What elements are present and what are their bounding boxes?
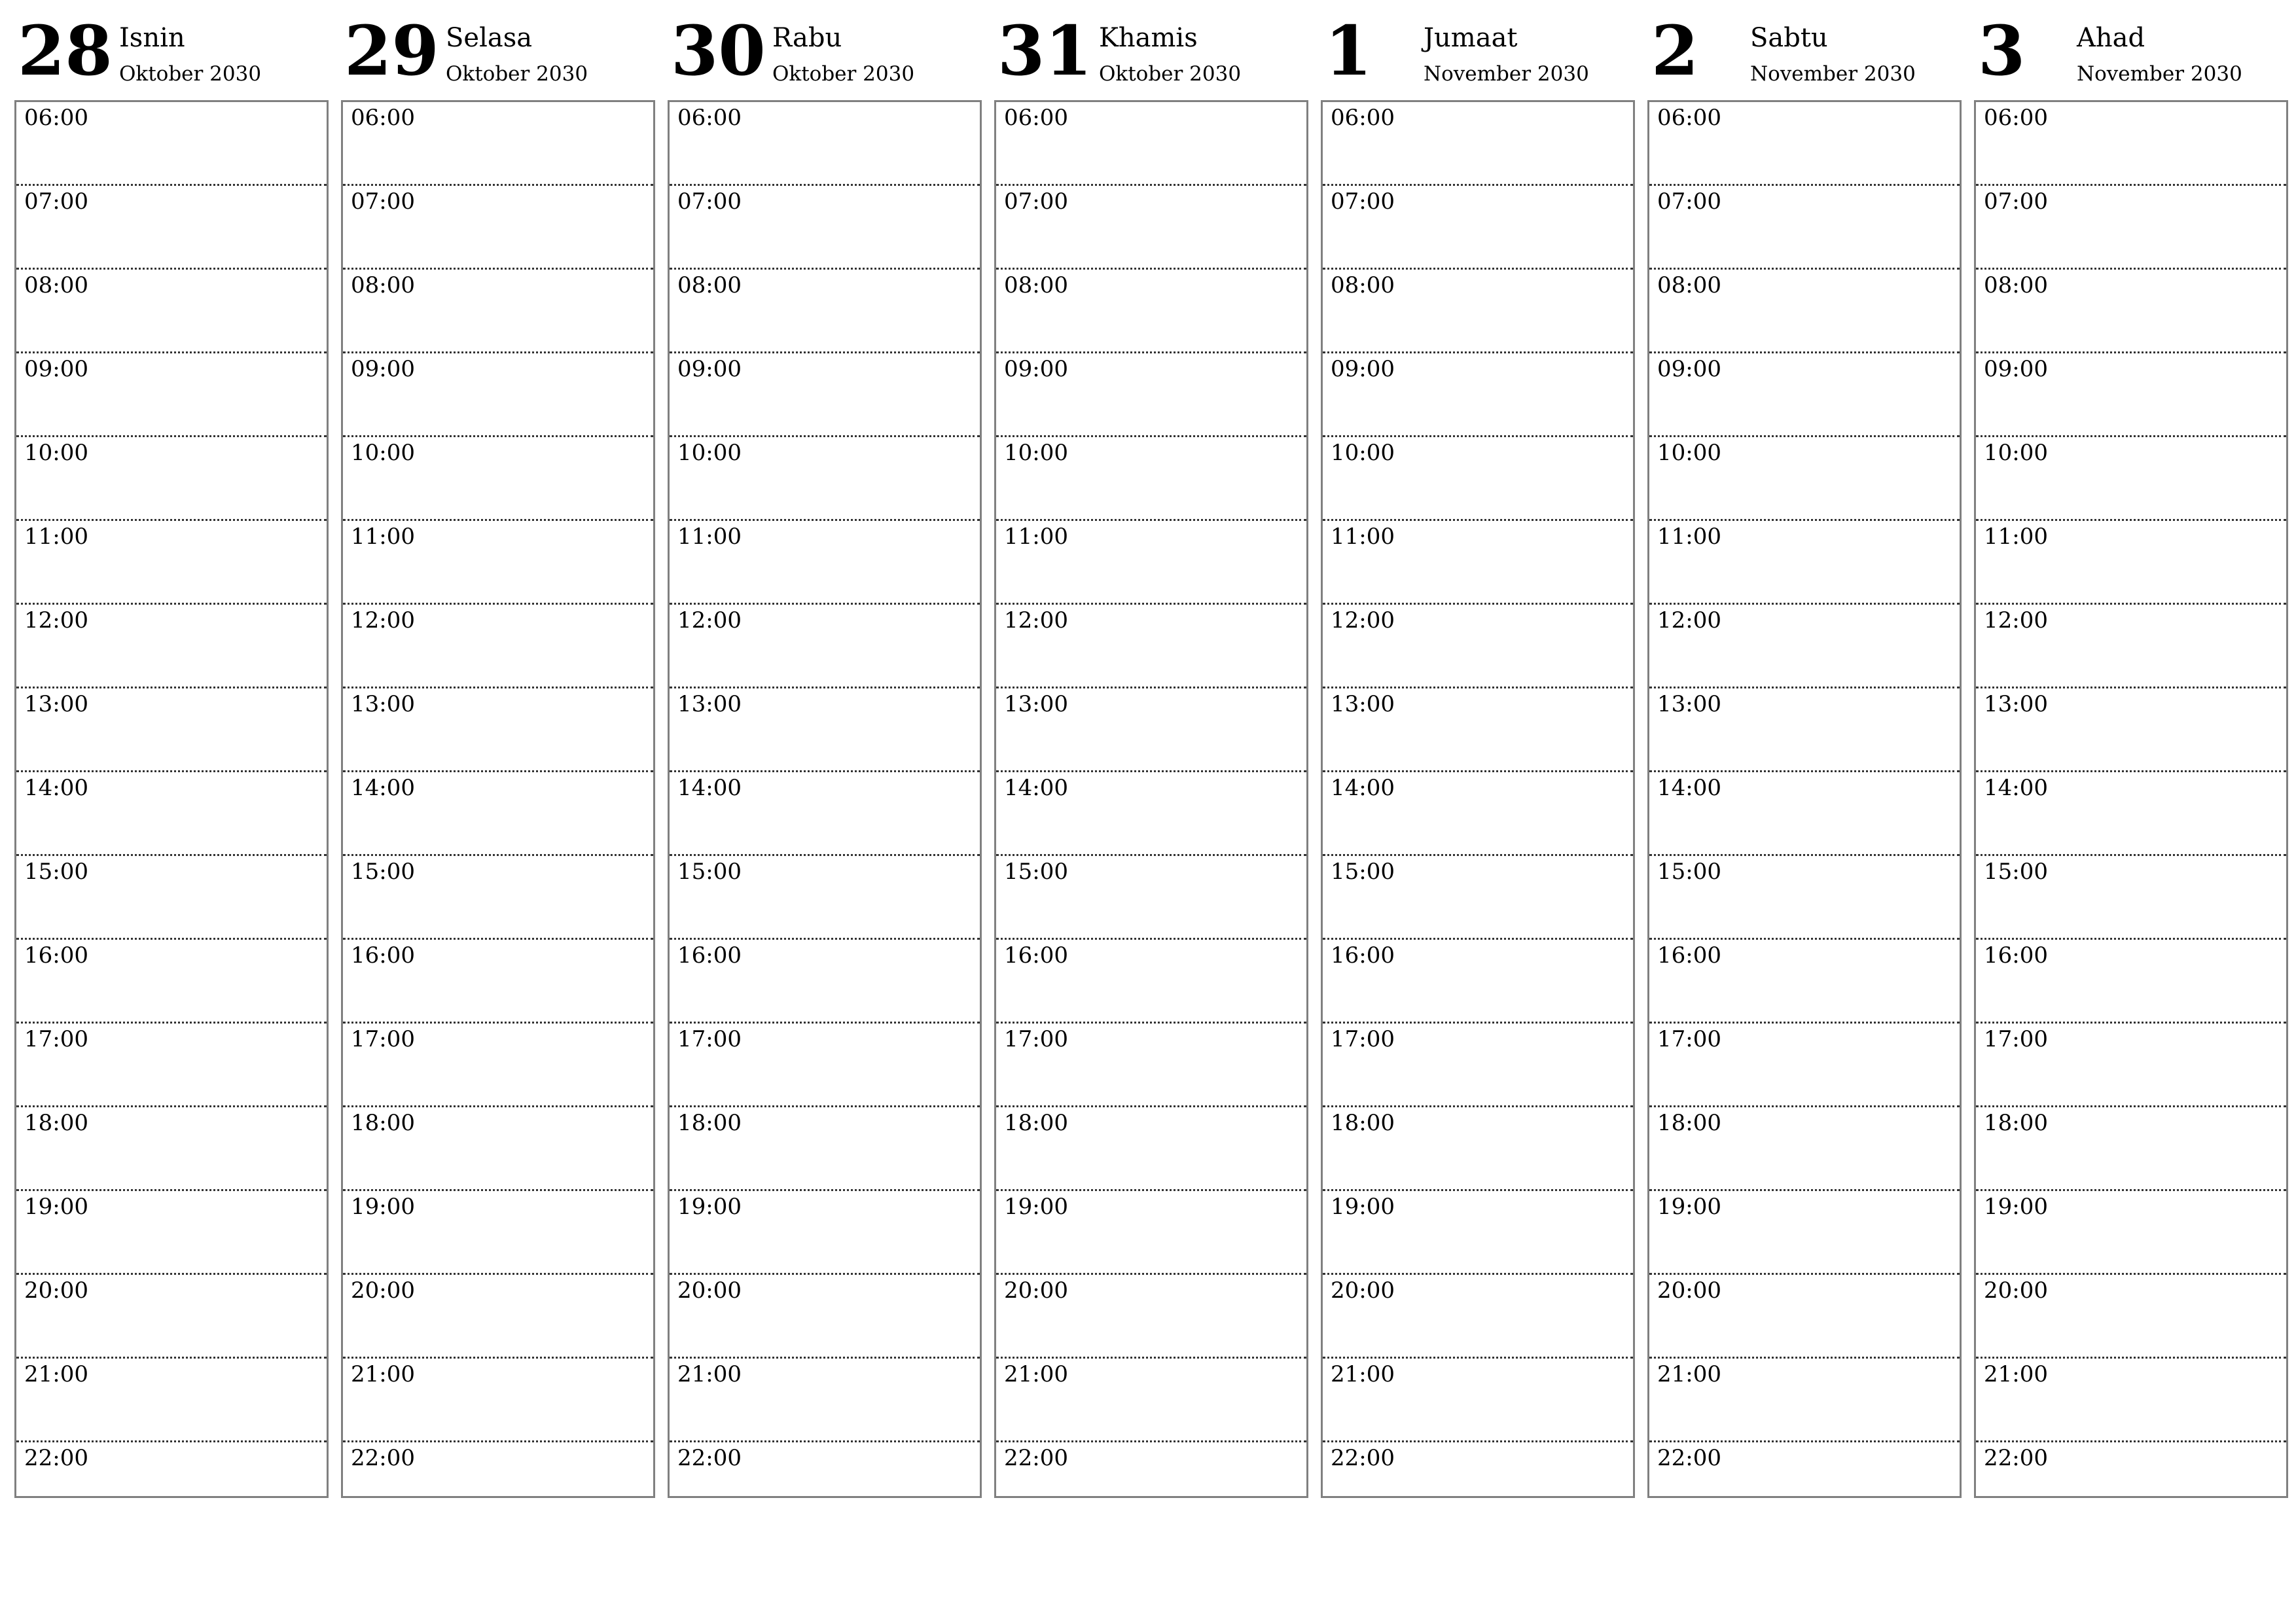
hour-slot[interactable] — [670, 353, 980, 437]
hour-slot[interactable] — [16, 1024, 327, 1107]
hour-label: 17:00 — [1331, 1026, 1395, 1052]
hour-label: 13:00 — [351, 691, 415, 717]
schedule-box — [1321, 100, 1635, 1498]
hour-label: 13:00 — [1004, 691, 1068, 717]
hour-slot[interactable] — [1976, 102, 2286, 186]
hour-slot[interactable] — [670, 1024, 980, 1107]
hour-label: 08:00 — [1004, 272, 1068, 298]
hour-slot[interactable] — [996, 1359, 1306, 1442]
hour-label: 09:00 — [1984, 356, 2048, 382]
hour-label: 09:00 — [677, 356, 742, 382]
hour-slot[interactable] — [343, 856, 653, 940]
day-number: 31 — [997, 10, 1092, 91]
hour-slot[interactable] — [343, 102, 653, 186]
hour-slot[interactable] — [343, 688, 653, 772]
hour-slot[interactable] — [996, 1275, 1306, 1359]
hour-slot[interactable] — [1976, 1359, 2286, 1442]
hour-label: 07:00 — [351, 188, 415, 215]
day-name: Selasa — [446, 23, 533, 53]
hour-label: 18:00 — [351, 1110, 415, 1136]
hour-label: 07:00 — [1331, 188, 1395, 215]
hour-label: 07:00 — [1984, 188, 2048, 215]
hour-slot[interactable] — [1976, 437, 2286, 521]
day-month: November 2030 — [2077, 62, 2242, 86]
hour-slot[interactable] — [16, 856, 327, 940]
hour-slot[interactable] — [670, 1359, 980, 1442]
hour-slot[interactable] — [1976, 186, 2286, 270]
hour-slot[interactable] — [1649, 1442, 1960, 1524]
hour-slot[interactable] — [1649, 353, 1960, 437]
hour-slot[interactable] — [16, 102, 327, 186]
hour-slot[interactable] — [1976, 1024, 2286, 1107]
day-month: Oktober 2030 — [772, 62, 915, 86]
hour-label: 06:00 — [1657, 105, 1721, 131]
hour-label: 09:00 — [351, 356, 415, 382]
day-number: 30 — [671, 10, 766, 91]
hour-slot[interactable] — [343, 1024, 653, 1107]
hour-slot[interactable] — [1649, 688, 1960, 772]
hour-slot[interactable] — [1323, 1275, 1633, 1359]
hour-slot[interactable] — [1323, 605, 1633, 688]
hour-slot[interactable] — [16, 688, 327, 772]
hour-slot[interactable] — [996, 186, 1306, 270]
schedule-box — [1974, 100, 2288, 1498]
hour-slot[interactable] — [1976, 688, 2286, 772]
hour-label: 17:00 — [351, 1026, 415, 1052]
hour-slot[interactable] — [1649, 270, 1960, 353]
hour-label: 16:00 — [24, 942, 88, 969]
hour-slot[interactable] — [670, 605, 980, 688]
hour-slot[interactable] — [343, 1275, 653, 1359]
hour-slot[interactable] — [1649, 186, 1960, 270]
hour-slot[interactable] — [1323, 772, 1633, 856]
hour-label: 10:00 — [677, 440, 742, 466]
hour-label: 14:00 — [677, 775, 742, 801]
hour-label: 11:00 — [677, 524, 742, 550]
schedule-box — [14, 100, 329, 1498]
hour-slot[interactable] — [1649, 1107, 1960, 1191]
day-name: Rabu — [772, 23, 842, 53]
hour-label: 17:00 — [1657, 1026, 1721, 1052]
hour-label: 14:00 — [24, 775, 88, 801]
hour-label: 20:00 — [1984, 1277, 2048, 1304]
hour-label: 10:00 — [351, 440, 415, 466]
hour-label: 09:00 — [1004, 356, 1068, 382]
hour-slot[interactable] — [670, 270, 980, 353]
hour-slot[interactable] — [16, 353, 327, 437]
hour-slot[interactable] — [1976, 353, 2286, 437]
hour-label: 16:00 — [351, 942, 415, 969]
hour-slot[interactable] — [1649, 521, 1960, 605]
hour-slot[interactable] — [996, 940, 1306, 1024]
hour-label: 14:00 — [1984, 775, 2048, 801]
hour-slot[interactable] — [996, 1107, 1306, 1191]
day-column-saturday — [1647, 0, 1960, 1471]
day-column-tuesday — [341, 0, 654, 1471]
hour-label: 06:00 — [1984, 105, 2048, 131]
hour-slot[interactable] — [16, 605, 327, 688]
hour-slot[interactable] — [1649, 940, 1960, 1024]
hour-label: 12:00 — [677, 607, 742, 633]
day-column-sunday — [1974, 0, 2287, 1471]
hour-label: 18:00 — [1004, 1110, 1068, 1136]
hour-label: 17:00 — [677, 1026, 742, 1052]
hour-label: 14:00 — [1657, 775, 1721, 801]
hour-label: 14:00 — [351, 775, 415, 801]
hour-label: 06:00 — [1004, 105, 1068, 131]
hour-label: 18:00 — [677, 1110, 742, 1136]
hour-label: 19:00 — [1984, 1194, 2048, 1220]
hour-slot[interactable] — [16, 1275, 327, 1359]
hour-label: 13:00 — [24, 691, 88, 717]
hour-slot[interactable] — [670, 1442, 980, 1524]
hour-slot[interactable] — [1976, 856, 2286, 940]
hour-label: 06:00 — [1331, 105, 1395, 131]
day-month: Oktober 2030 — [119, 62, 262, 86]
hour-label: 15:00 — [1331, 859, 1395, 885]
hour-label: 08:00 — [1331, 272, 1395, 298]
hour-label: 08:00 — [1657, 272, 1721, 298]
hour-label: 15:00 — [677, 859, 742, 885]
hour-label: 16:00 — [677, 942, 742, 969]
hour-slot[interactable] — [1323, 856, 1633, 940]
hour-label: 16:00 — [1657, 942, 1721, 969]
hour-label: 22:00 — [351, 1445, 415, 1471]
hour-slot[interactable] — [1323, 270, 1633, 353]
hour-slot[interactable] — [343, 353, 653, 437]
day-header — [1974, 0, 2287, 99]
hour-label: 10:00 — [1004, 440, 1068, 466]
hour-label: 21:00 — [24, 1361, 88, 1387]
hour-slot[interactable] — [1976, 521, 2286, 605]
hour-slot[interactable] — [16, 437, 327, 521]
hour-slot[interactable] — [996, 856, 1306, 940]
hour-slot[interactable] — [670, 102, 980, 186]
hour-slot[interactable] — [1976, 940, 2286, 1024]
day-month: Oktober 2030 — [1099, 62, 1242, 86]
hour-slot[interactable] — [996, 521, 1306, 605]
hour-label: 20:00 — [351, 1277, 415, 1304]
hour-label: 10:00 — [1657, 440, 1721, 466]
hour-label: 10:00 — [1984, 440, 2048, 466]
hour-label: 09:00 — [1657, 356, 1721, 382]
day-number: 2 — [1651, 10, 1699, 91]
hour-slot[interactable] — [16, 1442, 327, 1524]
hour-slot[interactable] — [996, 102, 1306, 186]
day-number: 28 — [18, 10, 113, 91]
hour-label: 17:00 — [1984, 1026, 2048, 1052]
hour-label: 20:00 — [1657, 1277, 1721, 1304]
hour-slot[interactable] — [343, 270, 653, 353]
hour-slot[interactable] — [670, 856, 980, 940]
hour-slot[interactable] — [670, 437, 980, 521]
hour-slot[interactable] — [343, 605, 653, 688]
hour-slot[interactable] — [1323, 940, 1633, 1024]
hour-label: 12:00 — [24, 607, 88, 633]
hour-label: 19:00 — [677, 1194, 742, 1220]
hour-label: 21:00 — [1331, 1361, 1395, 1387]
hour-slot[interactable] — [996, 437, 1306, 521]
hour-slot[interactable] — [16, 1107, 327, 1191]
hour-label: 11:00 — [1331, 524, 1395, 550]
hour-label: 12:00 — [1004, 607, 1068, 633]
hour-label: 19:00 — [1331, 1194, 1395, 1220]
day-name: Sabtu — [1750, 23, 1828, 53]
hour-slot[interactable] — [670, 521, 980, 605]
hour-slot[interactable] — [1649, 437, 1960, 521]
hour-label: 08:00 — [351, 272, 415, 298]
hour-slot[interactable] — [1976, 270, 2286, 353]
hour-slot[interactable] — [343, 437, 653, 521]
day-name: Khamis — [1099, 23, 1198, 53]
hour-label: 21:00 — [1004, 1361, 1068, 1387]
day-column-friday — [1321, 0, 1634, 1471]
schedule-box — [994, 100, 1308, 1498]
hour-label: 10:00 — [1331, 440, 1395, 466]
hour-slot[interactable] — [1649, 102, 1960, 186]
hour-slot[interactable] — [670, 1191, 980, 1275]
hour-slot[interactable] — [343, 1107, 653, 1191]
day-header — [1647, 0, 1960, 99]
hour-label: 08:00 — [24, 272, 88, 298]
hour-slot[interactable] — [670, 186, 980, 270]
hour-label: 07:00 — [1004, 188, 1068, 215]
hour-slot[interactable] — [1323, 1442, 1633, 1524]
hour-slot[interactable] — [996, 1024, 1306, 1107]
hour-slot[interactable] — [670, 940, 980, 1024]
hour-slot[interactable] — [996, 1191, 1306, 1275]
hour-slot[interactable] — [343, 772, 653, 856]
hour-slot[interactable] — [343, 186, 653, 270]
hour-slot[interactable] — [670, 1275, 980, 1359]
hour-slot[interactable] — [16, 270, 327, 353]
hour-slot[interactable] — [16, 521, 327, 605]
hour-label: 20:00 — [1331, 1277, 1395, 1304]
hour-slot[interactable] — [1323, 102, 1633, 186]
hour-slot[interactable] — [996, 772, 1306, 856]
day-name: Jumaat — [1424, 23, 1518, 53]
hour-slot[interactable] — [1976, 772, 2286, 856]
day-number: 29 — [344, 10, 439, 91]
hour-label: 15:00 — [351, 859, 415, 885]
hour-label: 19:00 — [351, 1194, 415, 1220]
hour-slot[interactable] — [343, 521, 653, 605]
hour-label: 08:00 — [677, 272, 742, 298]
hour-slot[interactable] — [1649, 1024, 1960, 1107]
hour-label: 15:00 — [24, 859, 88, 885]
hour-label: 11:00 — [1984, 524, 2048, 550]
hour-label: 15:00 — [1657, 859, 1721, 885]
hour-slot[interactable] — [670, 1107, 980, 1191]
day-header — [668, 0, 980, 99]
hour-label: 22:00 — [1004, 1445, 1068, 1471]
hour-slot[interactable] — [1323, 1107, 1633, 1191]
hour-label: 07:00 — [24, 188, 88, 215]
hour-label: 22:00 — [1331, 1445, 1395, 1471]
hour-label: 08:00 — [1984, 272, 2048, 298]
hour-label: 06:00 — [24, 105, 88, 131]
hour-slot[interactable] — [670, 772, 980, 856]
hour-label: 13:00 — [1657, 691, 1721, 717]
hour-label: 07:00 — [1657, 188, 1721, 215]
hour-label: 10:00 — [24, 440, 88, 466]
hour-label: 16:00 — [1004, 942, 1068, 969]
day-column-monday — [14, 0, 327, 1471]
day-month: Oktober 2030 — [446, 62, 588, 86]
hour-slot[interactable] — [343, 1442, 653, 1524]
hour-slot[interactable] — [1323, 186, 1633, 270]
hour-label: 22:00 — [24, 1445, 88, 1471]
hour-slot[interactable] — [1976, 1442, 2286, 1524]
hour-label: 15:00 — [1004, 859, 1068, 885]
schedule-box — [341, 100, 655, 1498]
hour-label: 11:00 — [1657, 524, 1721, 550]
hour-label: 12:00 — [1984, 607, 2048, 633]
hour-slot[interactable] — [1649, 605, 1960, 688]
hour-label: 21:00 — [1657, 1361, 1721, 1387]
hour-label: 13:00 — [1331, 691, 1395, 717]
hour-slot[interactable] — [996, 353, 1306, 437]
hour-label: 20:00 — [1004, 1277, 1068, 1304]
hour-label: 18:00 — [1331, 1110, 1395, 1136]
hour-label: 20:00 — [677, 1277, 742, 1304]
hour-slot[interactable] — [1649, 856, 1960, 940]
day-name: Ahad — [2077, 23, 2145, 53]
hour-label: 19:00 — [1657, 1194, 1721, 1220]
hour-label: 20:00 — [24, 1277, 88, 1304]
hour-slot[interactable] — [343, 1191, 653, 1275]
hour-label: 19:00 — [1004, 1194, 1068, 1220]
hour-slot[interactable] — [16, 1191, 327, 1275]
hour-label: 22:00 — [1984, 1445, 2048, 1471]
hour-label: 12:00 — [1331, 607, 1395, 633]
hour-label: 17:00 — [1004, 1026, 1068, 1052]
hour-slot[interactable] — [16, 186, 327, 270]
hour-label: 17:00 — [24, 1026, 88, 1052]
hour-slot[interactable] — [1323, 521, 1633, 605]
hour-slot[interactable] — [1323, 1191, 1633, 1275]
hour-slot[interactable] — [670, 688, 980, 772]
day-month: November 2030 — [1424, 62, 1589, 86]
hour-slot[interactable] — [1976, 605, 2286, 688]
hour-label: 18:00 — [1657, 1110, 1721, 1136]
hour-slot[interactable] — [343, 940, 653, 1024]
hour-label: 12:00 — [1657, 607, 1721, 633]
hour-label: 09:00 — [24, 356, 88, 382]
hour-slot[interactable] — [996, 1442, 1306, 1524]
hour-label: 13:00 — [677, 691, 742, 717]
hour-label: 21:00 — [677, 1361, 742, 1387]
hour-slot[interactable] — [996, 605, 1306, 688]
hour-label: 07:00 — [677, 188, 742, 215]
hour-label: 18:00 — [24, 1110, 88, 1136]
hour-slot[interactable] — [16, 1359, 327, 1442]
hour-label: 22:00 — [677, 1445, 742, 1471]
hour-slot[interactable] — [1649, 1191, 1960, 1275]
hour-label: 09:00 — [1331, 356, 1395, 382]
hour-label: 16:00 — [1331, 942, 1395, 969]
hour-slot[interactable] — [996, 688, 1306, 772]
hour-slot[interactable] — [16, 772, 327, 856]
day-number: 3 — [1978, 10, 2026, 91]
day-number: 1 — [1325, 10, 1372, 91]
day-header — [1321, 0, 1634, 99]
day-header — [994, 0, 1307, 99]
hour-label: 16:00 — [1984, 942, 2048, 969]
day-month: November 2030 — [1750, 62, 1916, 86]
hour-slot[interactable] — [1649, 1275, 1960, 1359]
hour-label: 19:00 — [24, 1194, 88, 1220]
hour-slot[interactable] — [1323, 1024, 1633, 1107]
hour-label: 11:00 — [1004, 524, 1068, 550]
day-header — [14, 0, 327, 99]
hour-label: 06:00 — [677, 105, 742, 131]
hour-slot[interactable] — [1323, 437, 1633, 521]
day-column-wednesday — [668, 0, 980, 1471]
hour-label: 18:00 — [1984, 1110, 2048, 1136]
hour-slot[interactable] — [1976, 1191, 2286, 1275]
hour-label: 22:00 — [1657, 1445, 1721, 1471]
hour-slot[interactable] — [996, 270, 1306, 353]
schedule-box — [668, 100, 982, 1498]
day-column-thursday — [994, 0, 1307, 1471]
schedule-box — [1647, 100, 1962, 1498]
hour-label: 14:00 — [1331, 775, 1395, 801]
hour-slot[interactable] — [1323, 688, 1633, 772]
hour-slot[interactable] — [1323, 1359, 1633, 1442]
day-header — [341, 0, 654, 99]
day-name: Isnin — [119, 23, 185, 53]
hour-slot[interactable] — [1649, 772, 1960, 856]
hour-slot[interactable] — [1976, 1275, 2286, 1359]
hour-label: 21:00 — [1984, 1361, 2048, 1387]
hour-label: 15:00 — [1984, 859, 2048, 885]
hour-label: 14:00 — [1004, 775, 1068, 801]
hour-slot[interactable] — [343, 1359, 653, 1442]
hour-label: 11:00 — [24, 524, 88, 550]
hour-slot[interactable] — [1649, 1359, 1960, 1442]
hour-label: 21:00 — [351, 1361, 415, 1387]
hour-slot[interactable] — [1323, 353, 1633, 437]
hour-label: 13:00 — [1984, 691, 2048, 717]
hour-label: 11:00 — [351, 524, 415, 550]
hour-slot[interactable] — [1976, 1107, 2286, 1191]
hour-slot[interactable] — [16, 940, 327, 1024]
hour-label: 12:00 — [351, 607, 415, 633]
hour-label: 06:00 — [351, 105, 415, 131]
